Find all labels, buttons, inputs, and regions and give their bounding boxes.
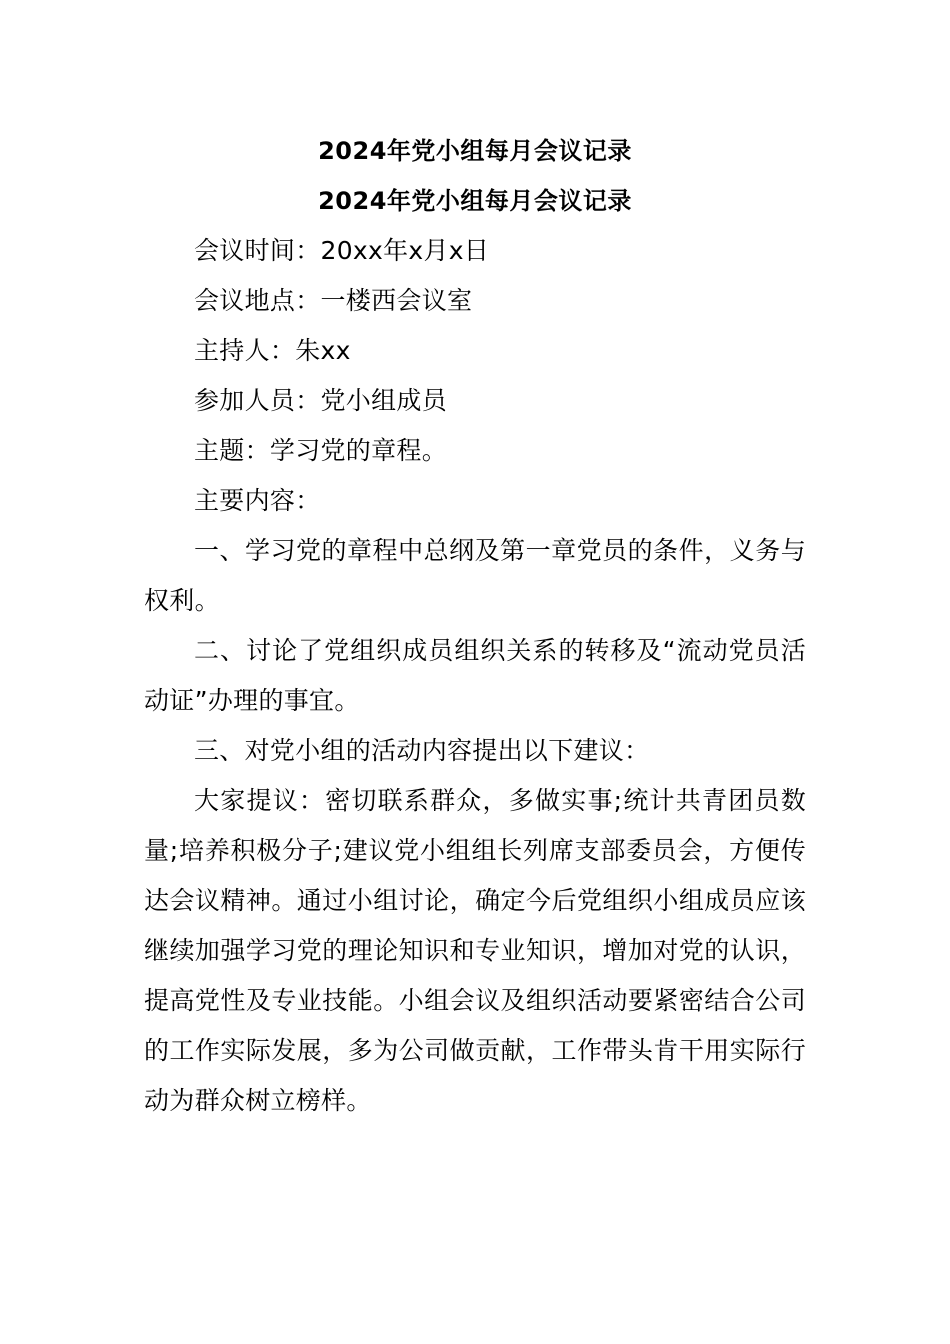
suggestions-paragraph: 大家提议：密切联系群众，多做实事;统计共青团员数量;培养积极分子;建议党小组组长列席支部委员会，方便传达会议精神。通过小组讨论，确定今后党组织小组成员应该继续加强学习党的理论知识和专业知识，增加对党的认识，提高党性及专业技能。小组会议及组织活动要紧密结合公司的工作实际发展，多为公司做贡献，工作带头肯干用实际行动为群众树立榜样。 bbox=[144, 786, 806, 1115]
meeting-topic: 主题：学习党的章程。 bbox=[194, 436, 448, 465]
document-subtitle: 2024年党小组每月会议记录 bbox=[318, 187, 632, 215]
meeting-participants: 参加人员：党小组成员 bbox=[194, 386, 448, 415]
document-title: 2024年党小组每月会议记录 bbox=[318, 137, 632, 165]
content-item-2: 二、讨论了党组织成员组织关系的转移及“流动党员活动证”办理的事宜。 bbox=[144, 636, 806, 715]
meeting-time: 会议时间：20xx年x月x日 bbox=[194, 236, 490, 265]
meeting-place: 会议地点：一楼西会议室 bbox=[194, 286, 473, 315]
content-item-1: 一、学习党的章程中总纲及第一章党员的条件，义务与权利。 bbox=[144, 536, 806, 615]
document-body bbox=[144, 126, 806, 1126]
meeting-host: 主持人：朱xx bbox=[194, 336, 351, 365]
main-content-heading: 主要内容： bbox=[194, 486, 321, 515]
content-item-3: 三、对党小组的活动内容提出以下建议： bbox=[194, 736, 650, 765]
